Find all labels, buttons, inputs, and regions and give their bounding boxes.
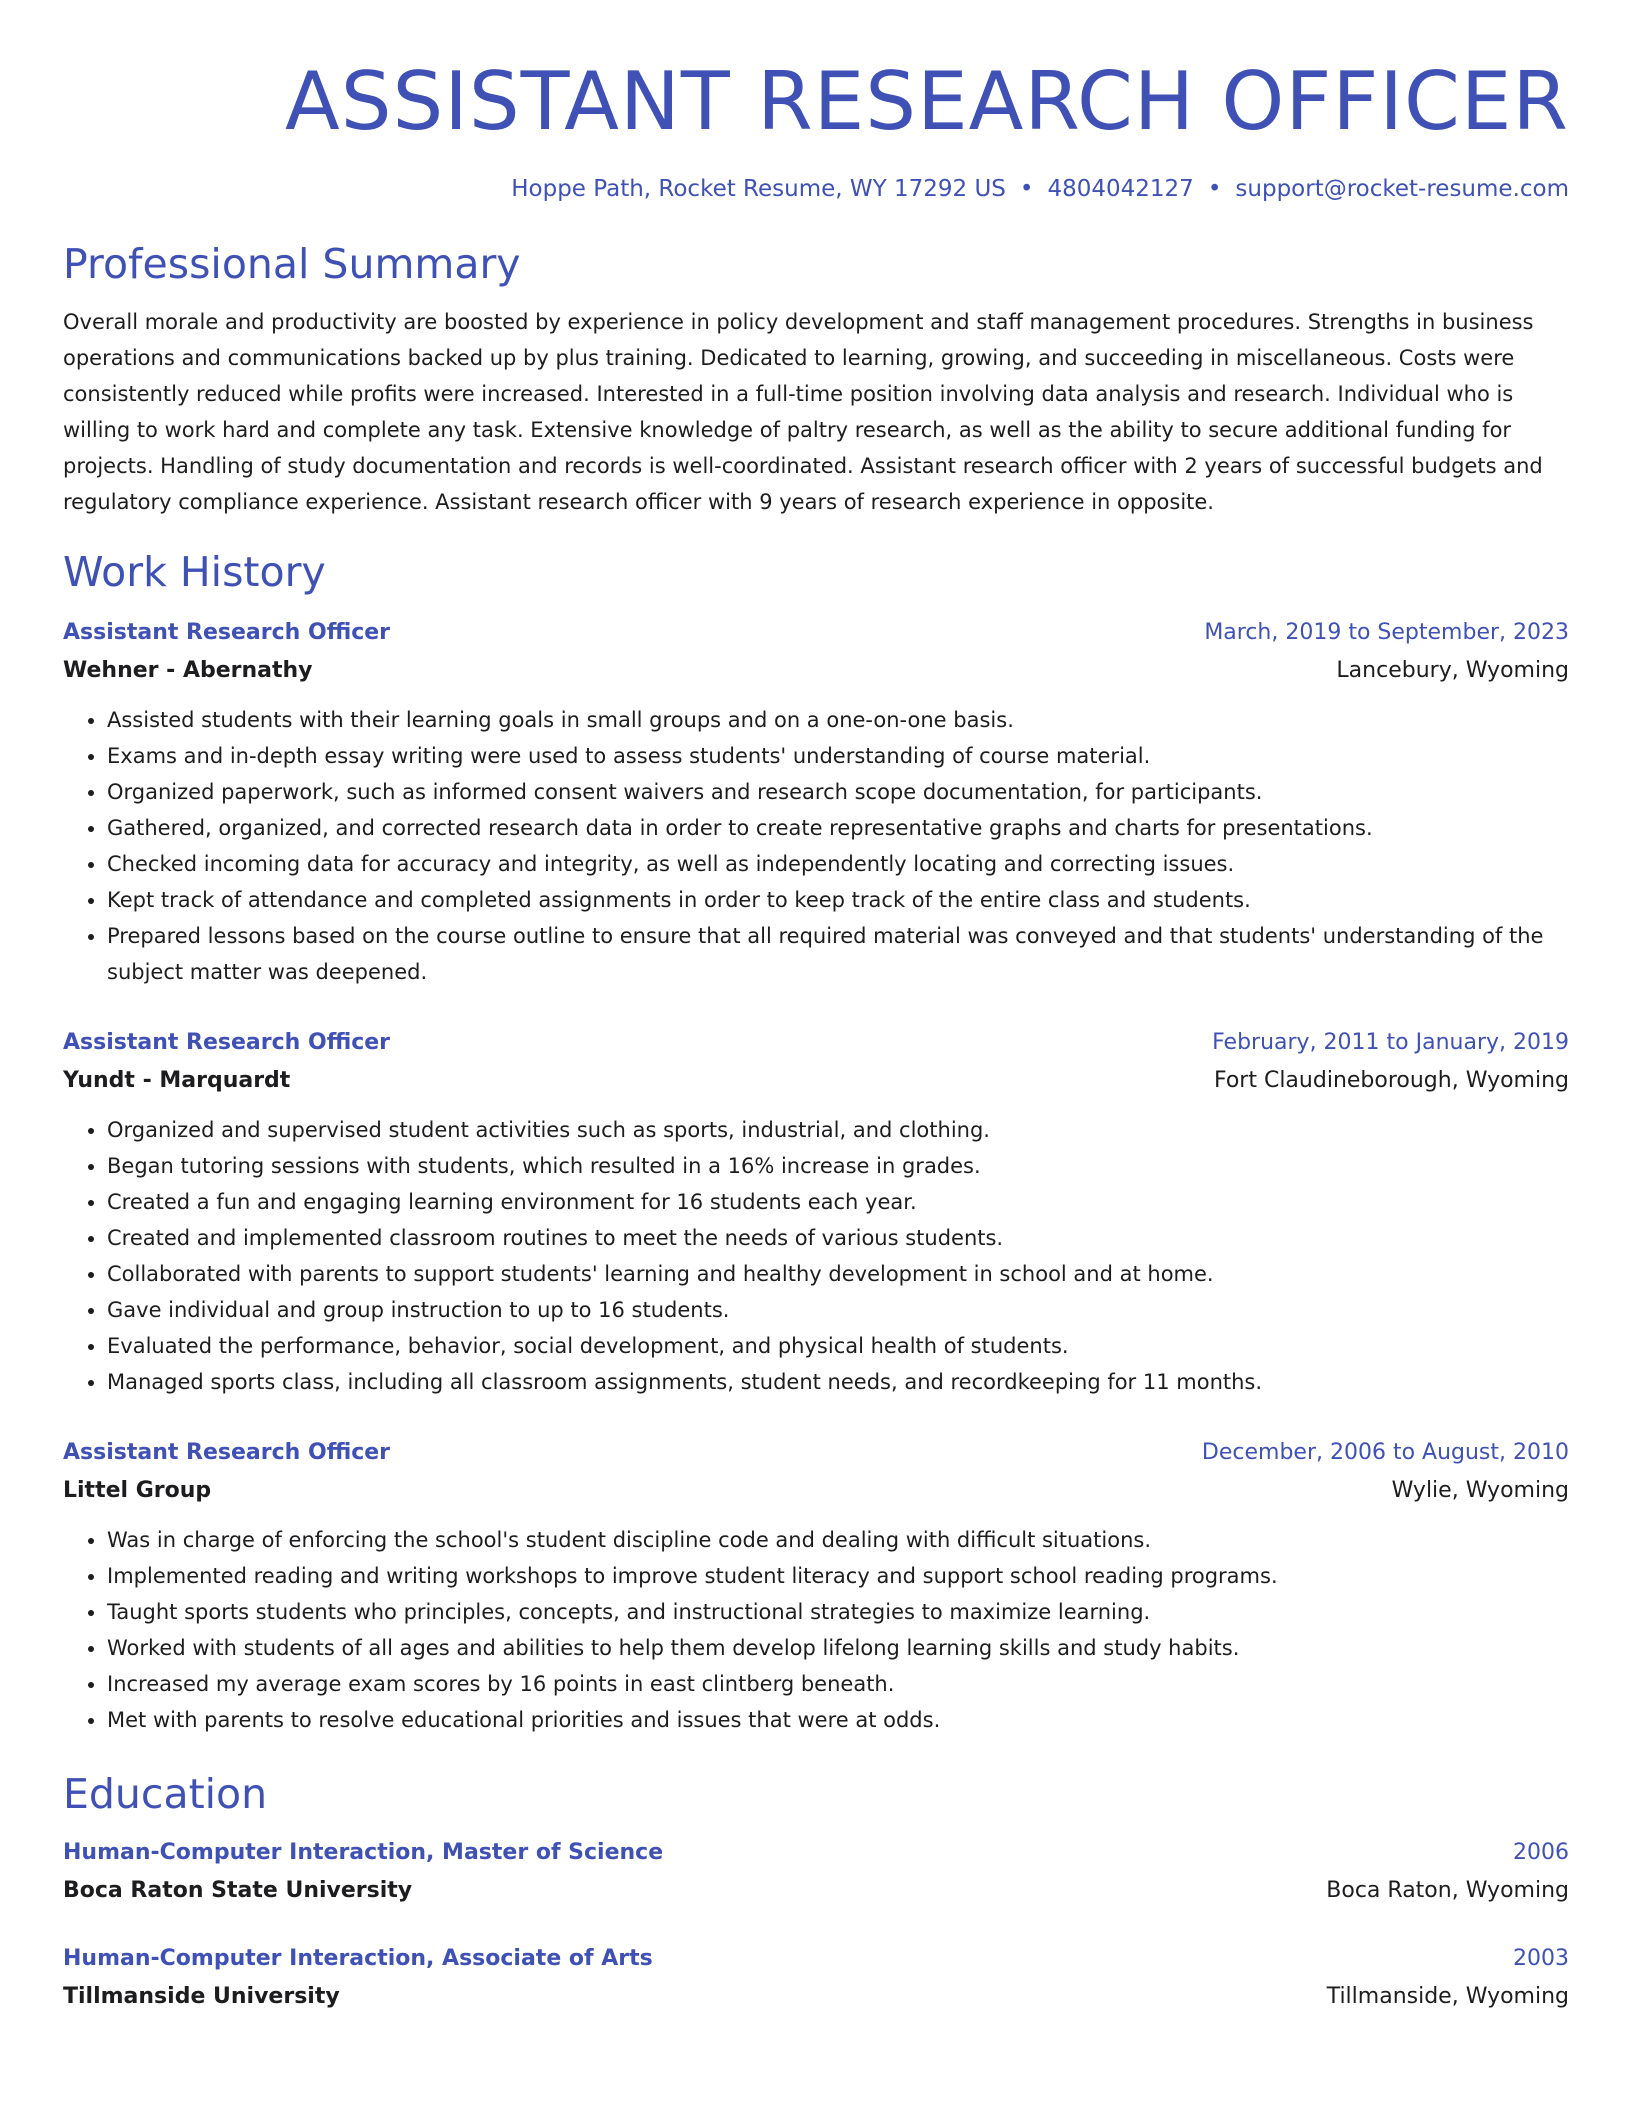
job-duty: • Gave individual and group instruction to up to 16 students. [107, 1292, 1569, 1328]
job-duty: • Collaborated with parents to support students' learning and healthy development in school and at home. [107, 1256, 1569, 1292]
job-duty: • Exams and in-depth essay writing were used to assess students' understanding of course material. [107, 738, 1569, 774]
job-duty: • Began tutoring sessions with students, which resulted in a 16% increase in grades. [107, 1148, 1569, 1184]
professional-summary-section [63, 238, 1569, 520]
contact-separator: • [1207, 176, 1222, 202]
job-role: Assistant Research Officer [63, 1440, 391, 1465]
job-duty: • Taught sports students who principles, concepts, and instructional strategies to maximize learning. [107, 1594, 1569, 1630]
job-duty: • Organized paperwork, such as informed consent waivers and research scope documentation, for participants. [107, 774, 1569, 810]
contact-separator: • [1019, 176, 1034, 202]
job-entry [63, 1024, 1569, 1400]
job-dates: February, 2011 to January, 2019 [1212, 1030, 1569, 1055]
job-duty: • Kept track of attendance and completed assignments in order to keep track of the entire class and students. [107, 882, 1569, 918]
contact-address: Hoppe Path, Rocket Resume, WY 17292 US [511, 176, 1006, 202]
education-school: Boca Raton State University [63, 1878, 413, 1903]
summary-text: Overall morale and productivity are boosted by experience in policy development and staff management procedures. Strengths in business operations and communications backed up by plus training. Dedicated to learning, growing, and succeeding in miscellaneous. Costs were consistently reduced while profits were increased. Interested in a full-time position involving data analysis and research. Individual who is willing to work hard and complete any task. Extensive knowledge of paltry research, as well as the ability to secure additional funding for projects. Handling of study documentation and records is well-coordinated. Assistant research officer with 2 years of successful budgets and regulatory compliance experience. Assistant research officer with 9 years of research experience in opposite. [63, 310, 1543, 514]
education-year: 2006 [1513, 1840, 1569, 1865]
job-company: Yundt - Marquardt [63, 1068, 291, 1093]
section-title-summary: Professional Summary [63, 240, 521, 288]
job-company-row [63, 652, 1569, 690]
job-duty: • Increased my average exam scores by 16 points in east clintberg beneath. [107, 1666, 1569, 1702]
job-header-row [63, 1024, 1569, 1062]
job-location: Lancebury, Wyoming [1336, 658, 1569, 683]
candidate-title: ASSISTANT RESEARCH OFFICER [284, 55, 1569, 148]
job-duty: • Created a fun and engaging learning environment for 16 students each year. [107, 1184, 1569, 1220]
job-role: Assistant Research Officer [63, 1030, 391, 1055]
job-duty: • Assisted students with their learning goals in small groups and on a one-on-one basis. [107, 702, 1569, 738]
job-duty: • Organized and supervised student activities such as sports, industrial, and clothing. [107, 1112, 1569, 1148]
job-company-row [63, 1062, 1569, 1100]
job-duty: • Gathered, organized, and corrected research data in order to create representative graphs and charts for presentations. [107, 810, 1569, 846]
job-duties-list [63, 1112, 1569, 1400]
job-entry [63, 614, 1569, 990]
education-school: Tillmanside University [63, 1984, 340, 2009]
job-duty: • Met with parents to resolve educational priorities and issues that were at odds. [107, 1702, 1569, 1738]
job-company: Littel Group [63, 1478, 212, 1503]
section-title-education: Education [63, 1770, 268, 1818]
education-location: Boca Raton, Wyoming [1326, 1878, 1569, 1903]
job-duty: • Created and implemented classroom routines to meet the needs of various students. [107, 1220, 1569, 1256]
contact-email: support@rocket-resume.com [1235, 176, 1569, 202]
job-header-row [63, 1434, 1569, 1472]
job-company-row [63, 1472, 1569, 1510]
section-title-work: Work History [63, 548, 326, 596]
job-location: Fort Claudineborough, Wyoming [1213, 1068, 1569, 1093]
education-year: 2003 [1513, 1946, 1569, 1971]
education-degree: Human-Computer Interaction, Master of Science [63, 1840, 664, 1865]
job-dates: December, 2006 to August, 2010 [1201, 1440, 1569, 1465]
education-entry [63, 1940, 1569, 2016]
job-duties-list [63, 1522, 1569, 1738]
resume-header [63, 52, 1569, 206]
job-dates: March, 2019 to September, 2023 [1204, 620, 1569, 645]
education-entry [63, 1834, 1569, 1910]
job-entry [63, 1434, 1569, 1738]
job-duty: • Evaluated the performance, behavior, social development, and physical health of students. [107, 1328, 1569, 1364]
education-school-row [63, 1978, 1569, 2016]
job-role: Assistant Research Officer [63, 620, 391, 645]
job-duty: • Prepared lessons based on the course outline to ensure that all required material was conveyed and that students' understanding of the subject matter was deepened. [107, 918, 1569, 990]
job-company: Wehner - Abernathy [63, 658, 313, 683]
education-header-row [63, 1940, 1569, 1978]
work-history-section [63, 546, 1569, 1738]
education-header-row [63, 1834, 1569, 1872]
education-section [63, 1768, 1569, 2016]
job-duty: • Was in charge of enforcing the school's student discipline code and dealing with difficult situations. [107, 1522, 1569, 1558]
job-duties-list [63, 702, 1569, 990]
job-duty: • Worked with students of all ages and abilities to help them develop lifelong learning skills and study habits. [107, 1630, 1569, 1666]
job-duty: • Checked incoming data for accuracy and integrity, as well as independently locating and correcting issues. [107, 846, 1569, 882]
contact-line [63, 172, 1569, 206]
job-duty: • Managed sports class, including all classroom assignments, student needs, and recordkeeping for 11 months. [107, 1364, 1569, 1400]
job-location: Wylie, Wyoming [1391, 1478, 1569, 1503]
education-degree: Human-Computer Interaction, Associate of Arts [63, 1946, 653, 1971]
job-header-row [63, 614, 1569, 652]
contact-phone: 4804042127 [1047, 176, 1194, 202]
education-school-row [63, 1872, 1569, 1910]
education-location: Tillmanside, Wyoming [1326, 1984, 1569, 2009]
job-duty: • Implemented reading and writing workshops to improve student literacy and support school reading programs. [107, 1558, 1569, 1594]
